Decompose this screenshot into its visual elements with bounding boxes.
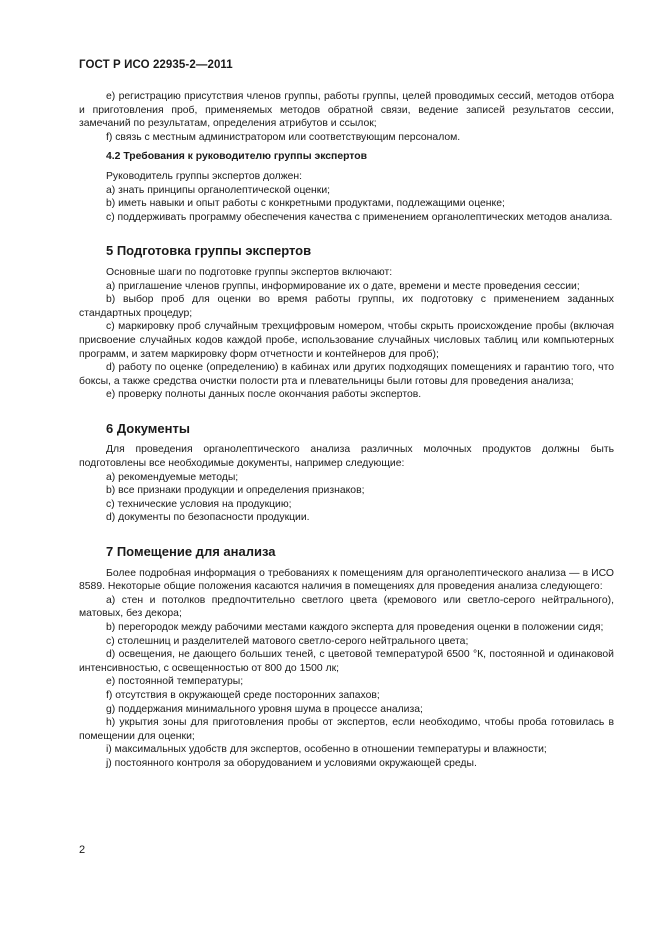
paragraph: b) выбор проб для оценки во время работы группы, их подготовку с применением заданных стандартных процедур; [79, 294, 614, 319]
paragraph: с) столешниц и разделителей матового светло-серого нейтрального цвета; [106, 635, 469, 647]
paragraph: с) поддерживать программу обеспечения качества с применением органолептических методов анализа. [106, 211, 613, 223]
paragraph: Более подробная информация о требованиях к помещениям для органолептического анализа — в ИСО 8589. Некоторые общие положения касаются наличия в помещениях для проведения анализа следующего: [79, 567, 614, 593]
paragraph: Руководитель группы экспертов должен: [106, 170, 303, 182]
paragraph: е) проверку полноты данных после окончания работы экспертов. [106, 389, 422, 401]
paragraph: а) стен и потолков предпочтительно светлого цвета (кремового или светло-серого нейтрального), матовых, без декора; [79, 594, 614, 620]
subsection-heading: 4.2 Требования к руководителю группы экспертов [106, 151, 367, 163]
paragraph: е) постоянной температуры; [106, 676, 244, 688]
section-heading: 6 Документы [106, 420, 190, 436]
paragraph: d) документы по безопасности продукции. [106, 512, 310, 524]
paragraph: Основные шаги по подготовке группы экспертов включают: [106, 266, 393, 278]
paragraph: с) маркировку проб случайным трехцифровым номером, чтобы скрыть происхождение пробы (включая присвоение случайных кодов каждой пробе, использование случайных числовых таблиц или компьютерных программ, и затем маркировку форм отчетности и контейнеров для проб); [79, 321, 614, 360]
paragraph: d) освещения, не дающего больших теней, с цветовой температурой 6500 °К, постоянной и одинаковой интенсивностью, с освещенностью от 800 до 1500 лк; [79, 649, 614, 674]
paragraph: b) иметь навыки и опыт работы с конкретными продуктами, подлежащими оценке; [106, 198, 505, 210]
paragraph: а) приглашение членов группы, информирование их о дате, времени и месте проведения сессии; [106, 280, 580, 292]
paragraph: b) перегородок между рабочими местами каждого эксперта для проведения оценки в положении сидя; [106, 622, 604, 633]
document-body [79, 90, 614, 771]
paragraph: а) рекомендуемые методы; [106, 471, 239, 483]
paragraph: Для проведения органолептического анализа различных молочных продуктов должны быть подготовлены все необходимые документы, например следующие: [79, 444, 614, 470]
paragraph: f) связь с местным администратором или соответствующим персоналом. [106, 131, 461, 143]
paragraph: j) постоянного контроля за оборудованием и условиями окружающей среды. [106, 757, 477, 769]
paragraph: g) поддержания минимального уровня шума в процессе анализа; [106, 703, 423, 715]
section-heading: 7 Помещение для анализа [106, 544, 276, 560]
paragraph: h) укрытия зоны для приготовления пробы от экспертов, если необходимо, чтобы проба готовилась в помещении для оценки; [79, 717, 614, 742]
page-number: 2 [79, 844, 86, 856]
section-heading: 5 Подготовка группы экспертов [106, 243, 312, 259]
paragraph: b) все признаки продукции и определения признаков; [106, 485, 365, 497]
page-header: ГОСТ Р ИСО 22935-2—2011 [79, 59, 233, 71]
paragraph: с) технические условия на продукцию; [106, 498, 292, 510]
paragraph: d) работу по оценке (определению) в кабинах или других подходящих помещениях и гарантию того, что боксы, а также средства очистки полости рта и плевательницы были готовы для проведения анализа; [79, 362, 614, 387]
paragraph: i) максимальных удобств для экспертов, особенно в отношении температуры и влажности; [106, 744, 547, 756]
paragraph: f) отсутствия в окружающей среде посторонних запахов; [106, 689, 380, 701]
paragraph: а) знать принципы органолептической оценки; [106, 184, 331, 196]
paragraph: e) регистрацию присутствия членов группы, работы группы, целей проводимых сессий, методов отбора и приготовления проб, применяемых методов обратной связи, ведение записей результатов сессии, замечаний по результатам, определения атрибутов и ссылок; [79, 91, 614, 130]
